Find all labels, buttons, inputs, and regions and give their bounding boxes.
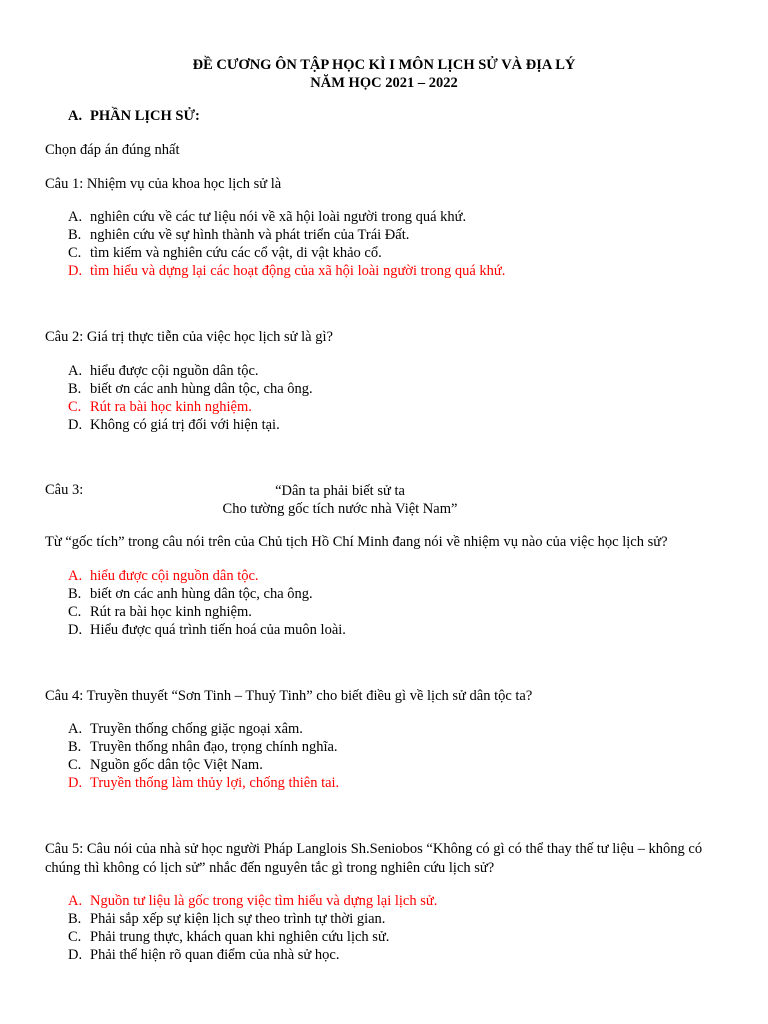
section-heading	[68, 108, 200, 125]
option: C. tìm kiếm và nghiên cứu các cổ vật, di vật khảo cổ.	[68, 245, 382, 261]
quote-line-1: “Dân ta phải biết sử ta	[275, 483, 405, 499]
question-4-stem: Câu 4: Truyền thuyết “Sơn Tinh – Thuỷ Tinh” cho biết điều gì về lịch sử dân tộc ta?	[45, 688, 533, 704]
option-correct: D. tìm hiểu và dựng lại các hoạt động của xã hội loài người trong quá khứ.	[68, 263, 506, 279]
quote-line-2: Cho tường gốc tích nước nhà Việt Nam”	[222, 501, 458, 517]
instruction: Chọn đáp án đúng nhất	[45, 142, 180, 158]
question-2-options	[68, 362, 313, 434]
question-1-stem: Câu 1: Nhiệm vụ của khoa học lịch sử là	[45, 176, 282, 192]
school-year: NĂM HỌC 2021 – 2022	[310, 75, 458, 91]
question-3-options	[68, 567, 346, 639]
option: A. Truyền thống chống giặc ngoại xâm.	[68, 721, 303, 737]
option: D. Phải thể hiện rõ quan điểm của nhà sử học.	[68, 947, 340, 963]
option: C. Rút ra bài học kinh nghiệm.	[68, 604, 252, 620]
document-title: ĐỀ CƯƠNG ÔN TẬP HỌC KÌ I MÔN LỊCH SỬ VÀ ĐỊA LÝ	[192, 57, 576, 73]
question-3-stem: Từ “gốc tích” trong câu nói trên của Chủ tịch Hồ Chí Minh đang nói về nhiệm vụ nào của việc học lịch sử?	[45, 534, 668, 550]
option: B. nghiên cứu về sự hình thành và phát triển của Trái Đất.	[68, 227, 410, 243]
option-correct: C. Rút ra bài học kinh nghiệm.	[68, 399, 252, 415]
question-4-options	[68, 720, 339, 792]
option: B. biết ơn các anh hùng dân tộc, cha ông.	[68, 586, 313, 602]
option: C. Nguồn gốc dân tộc Việt Nam.	[68, 757, 263, 773]
option: B. biết ơn các anh hùng dân tộc, cha ông.	[68, 381, 313, 397]
option: B. Phải sắp xếp sự kiện lịch sự theo trình tự thời gian.	[68, 911, 386, 927]
section-title: PHẦN LỊCH SỬ:	[90, 108, 200, 124]
option: C. Phải trung thực, khách quan khi nghiên cứu lịch sử.	[68, 929, 390, 945]
option-correct: A. Nguồn tư liệu là gốc trong việc tìm hiểu và dựng lại lịch sử.	[68, 893, 438, 909]
question-2-stem: Câu 2: Giá trị thực tiễn của việc học lịch sử là gì?	[45, 329, 333, 345]
option-correct: A. hiểu được cội nguồn dân tộc.	[68, 568, 259, 584]
option: A. nghiên cứu về các tư liệu nói về xã hội loài người trong quá khứ.	[68, 209, 467, 225]
option: D. Không có giá trị đối với hiện tại.	[68, 417, 280, 433]
question-3-label: Câu 3:	[45, 482, 84, 498]
question-5-options	[68, 892, 437, 964]
option: D. Hiểu được quá trình tiến hoá của muôn loài.	[68, 622, 346, 638]
section-marker: A.	[68, 108, 83, 124]
option: A. hiểu được cội nguồn dân tộc.	[68, 363, 259, 379]
option-correct: D. Truyền thống làm thủy lợi, chống thiên tai.	[68, 775, 340, 791]
question-5-stem: Câu 5: Câu nói của nhà sử học người Pháp Langlois Sh.Seniobos “Không có gì có thể thay thế tư liệu – không có chúng thì không có lịch sử” nhắc đến nguyên tắc gì trong nghiên cứu lịch sử?	[45, 841, 703, 876]
question-1-options	[68, 208, 505, 280]
option: B. Truyền thống nhân đạo, trọng chính nghĩa.	[68, 739, 338, 755]
